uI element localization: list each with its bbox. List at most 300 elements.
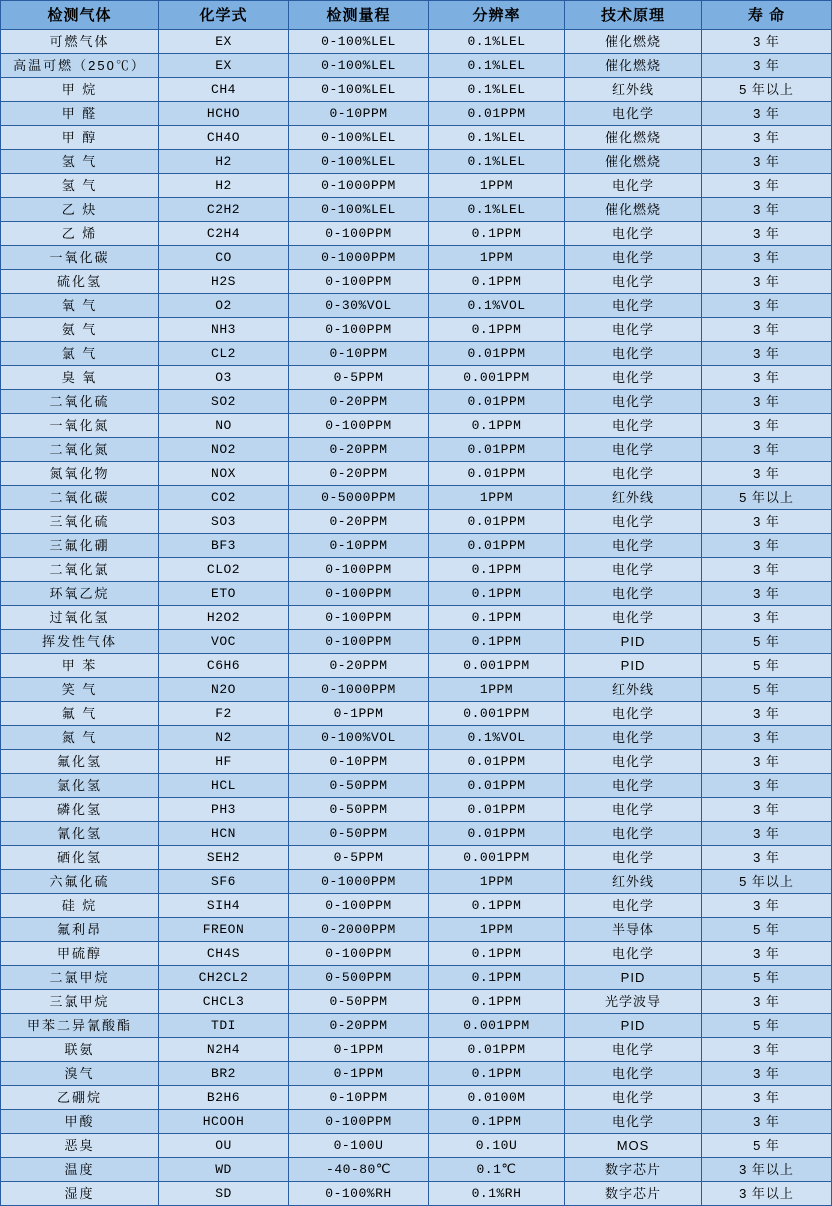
cell-principle: 催化燃烧: [565, 198, 702, 222]
cell-lifetime: 3 年: [702, 1086, 832, 1110]
cell-gas: 可燃气体: [1, 30, 159, 54]
cell-resolution: 0.1%VOL: [429, 294, 565, 318]
cell-lifetime: 5 年: [702, 966, 832, 990]
cell-lifetime: 3 年: [702, 390, 832, 414]
table-row: [1, 1158, 832, 1182]
cell-range: 0-100PPM: [289, 894, 429, 918]
cell-principle: 电化学: [565, 558, 702, 582]
cell-formula: CHCL3: [159, 990, 289, 1014]
cell-resolution: 0.01PPM: [429, 462, 565, 486]
cell-principle: 电化学: [565, 390, 702, 414]
table-row: [1, 510, 832, 534]
cell-range: 0-100%LEL: [289, 198, 429, 222]
cell-principle: 数字芯片: [565, 1158, 702, 1182]
cell-principle: 电化学: [565, 1110, 702, 1134]
cell-principle: 电化学: [565, 174, 702, 198]
cell-lifetime: 3 年: [702, 702, 832, 726]
cell-lifetime: 3 年: [702, 582, 832, 606]
cell-formula: CL2: [159, 342, 289, 366]
cell-lifetime: 3 年: [702, 942, 832, 966]
cell-principle: 电化学: [565, 726, 702, 750]
cell-lifetime: 3 年以上: [702, 1182, 832, 1206]
cell-formula: O3: [159, 366, 289, 390]
cell-principle: 电化学: [565, 750, 702, 774]
table-row: [1, 30, 832, 54]
cell-formula: FREON: [159, 918, 289, 942]
cell-gas: 氯 气: [1, 342, 159, 366]
cell-lifetime: 5 年: [702, 1014, 832, 1038]
table-row: [1, 918, 832, 942]
table-row: [1, 462, 832, 486]
cell-gas: 乙 炔: [1, 198, 159, 222]
cell-gas: 二氧化硫: [1, 390, 159, 414]
cell-resolution: 0.01PPM: [429, 342, 565, 366]
cell-formula: BF3: [159, 534, 289, 558]
cell-range: 0-1000PPM: [289, 870, 429, 894]
table-row: [1, 1062, 832, 1086]
cell-formula: SD: [159, 1182, 289, 1206]
cell-formula: C2H2: [159, 198, 289, 222]
column-header-principle: 技术原理: [565, 1, 702, 30]
cell-formula: ETO: [159, 582, 289, 606]
cell-resolution: 0.1PPM: [429, 966, 565, 990]
cell-resolution: 0.001PPM: [429, 366, 565, 390]
cell-resolution: 0.01PPM: [429, 750, 565, 774]
cell-formula: F2: [159, 702, 289, 726]
cell-lifetime: 3 年: [702, 1110, 832, 1134]
cell-lifetime: 3 年: [702, 150, 832, 174]
cell-formula: OU: [159, 1134, 289, 1158]
cell-lifetime: 3 年: [702, 846, 832, 870]
cell-resolution: 0.01PPM: [429, 1038, 565, 1062]
cell-principle: 电化学: [565, 294, 702, 318]
cell-principle: 催化燃烧: [565, 150, 702, 174]
cell-lifetime: 3 年: [702, 534, 832, 558]
cell-formula: HCN: [159, 822, 289, 846]
cell-lifetime: 3 年: [702, 30, 832, 54]
table-row: [1, 894, 832, 918]
cell-resolution: 0.1PPM: [429, 558, 565, 582]
table-row: [1, 654, 832, 678]
table-row: [1, 558, 832, 582]
cell-gas: 湿度: [1, 1182, 159, 1206]
cell-formula: H2: [159, 150, 289, 174]
cell-principle: 电化学: [565, 822, 702, 846]
table-row: [1, 822, 832, 846]
table-row: [1, 1182, 832, 1206]
cell-principle: 电化学: [565, 894, 702, 918]
cell-gas: 硒化氢: [1, 846, 159, 870]
cell-lifetime: 5 年: [702, 678, 832, 702]
cell-range: 0-100PPM: [289, 1110, 429, 1134]
column-header-resolution: 分辨率: [429, 1, 565, 30]
cell-gas: 笑 气: [1, 678, 159, 702]
cell-lifetime: 5 年以上: [702, 78, 832, 102]
cell-gas: 二氧化氮: [1, 438, 159, 462]
cell-resolution: 0.01PPM: [429, 774, 565, 798]
cell-formula: N2: [159, 726, 289, 750]
cell-formula: CH4S: [159, 942, 289, 966]
cell-formula: PH3: [159, 798, 289, 822]
table-row: [1, 582, 832, 606]
cell-range: 0-10PPM: [289, 342, 429, 366]
cell-resolution: 0.01PPM: [429, 822, 565, 846]
cell-range: 0-100PPM: [289, 414, 429, 438]
cell-gas: 二氧化氯: [1, 558, 159, 582]
cell-range: 0-2000PPM: [289, 918, 429, 942]
cell-resolution: 0.1PPM: [429, 630, 565, 654]
cell-resolution: 0.001PPM: [429, 1014, 565, 1038]
cell-gas: 氧 气: [1, 294, 159, 318]
cell-principle: 电化学: [565, 318, 702, 342]
cell-gas: 乙 烯: [1, 222, 159, 246]
table-body: [1, 30, 832, 1206]
table-row: [1, 174, 832, 198]
cell-range: 0-100%LEL: [289, 126, 429, 150]
table-row: [1, 726, 832, 750]
cell-range: 0-100%VOL: [289, 726, 429, 750]
cell-range: 0-20PPM: [289, 438, 429, 462]
cell-principle: 电化学: [565, 102, 702, 126]
cell-principle: 电化学: [565, 1086, 702, 1110]
table-row: [1, 678, 832, 702]
table-row: [1, 1014, 832, 1038]
cell-resolution: 0.1PPM: [429, 414, 565, 438]
cell-principle: PID: [565, 1014, 702, 1038]
cell-resolution: 0.1PPM: [429, 318, 565, 342]
cell-lifetime: 3 年: [702, 1062, 832, 1086]
cell-principle: 电化学: [565, 702, 702, 726]
cell-formula: CO2: [159, 486, 289, 510]
cell-range: 0-1PPM: [289, 1038, 429, 1062]
column-header-gas: 检测气体: [1, 1, 159, 30]
cell-range: 0-20PPM: [289, 462, 429, 486]
cell-resolution: 1PPM: [429, 174, 565, 198]
cell-gas: 环氧乙烷: [1, 582, 159, 606]
cell-lifetime: 5 年: [702, 654, 832, 678]
cell-lifetime: 3 年: [702, 366, 832, 390]
cell-range: 0-20PPM: [289, 654, 429, 678]
cell-lifetime: 3 年: [702, 558, 832, 582]
cell-range: 0-100PPM: [289, 582, 429, 606]
cell-formula: BR2: [159, 1062, 289, 1086]
cell-lifetime: 3 年: [702, 342, 832, 366]
cell-gas: 乙硼烷: [1, 1086, 159, 1110]
cell-gas: 高温可燃（250℃）: [1, 54, 159, 78]
cell-range: 0-20PPM: [289, 1014, 429, 1038]
cell-range: 0-50PPM: [289, 774, 429, 798]
cell-gas: 六氟化硫: [1, 870, 159, 894]
cell-resolution: 0.1%LEL: [429, 54, 565, 78]
cell-formula: CH4O: [159, 126, 289, 150]
cell-range: 0-1000PPM: [289, 246, 429, 270]
cell-formula: CO: [159, 246, 289, 270]
cell-resolution: 0.001PPM: [429, 702, 565, 726]
cell-resolution: 0.1PPM: [429, 1062, 565, 1086]
cell-lifetime: 3 年: [702, 102, 832, 126]
cell-formula: CH2CL2: [159, 966, 289, 990]
cell-range: 0-20PPM: [289, 390, 429, 414]
cell-range: 0-50PPM: [289, 798, 429, 822]
cell-lifetime: 3 年: [702, 750, 832, 774]
cell-gas: 硅 烷: [1, 894, 159, 918]
cell-range: 0-50PPM: [289, 990, 429, 1014]
cell-lifetime: 3 年: [702, 198, 832, 222]
cell-range: 0-1PPM: [289, 1062, 429, 1086]
cell-range: 0-100U: [289, 1134, 429, 1158]
cell-resolution: 0.1PPM: [429, 1110, 565, 1134]
cell-principle: 电化学: [565, 1038, 702, 1062]
column-header-range: 检测量程: [289, 1, 429, 30]
cell-resolution: 0.1PPM: [429, 942, 565, 966]
cell-range: 0-10PPM: [289, 750, 429, 774]
cell-resolution: 0.1PPM: [429, 990, 565, 1014]
cell-lifetime: 3 年: [702, 294, 832, 318]
table-row: [1, 1134, 832, 1158]
cell-lifetime: 5 年以上: [702, 870, 832, 894]
cell-formula: SIH4: [159, 894, 289, 918]
cell-range: 0-100%LEL: [289, 30, 429, 54]
table-row: [1, 366, 832, 390]
table-row: [1, 774, 832, 798]
cell-formula: SO3: [159, 510, 289, 534]
cell-resolution: 0.1PPM: [429, 582, 565, 606]
cell-range: 0-100PPM: [289, 558, 429, 582]
cell-range: 0-1PPM: [289, 702, 429, 726]
cell-gas: 氮 气: [1, 726, 159, 750]
cell-range: 0-5000PPM: [289, 486, 429, 510]
cell-lifetime: 3 年以上: [702, 1158, 832, 1182]
cell-range: 0-5PPM: [289, 366, 429, 390]
cell-resolution: 0.1℃: [429, 1158, 565, 1182]
cell-formula: VOC: [159, 630, 289, 654]
table-row: [1, 702, 832, 726]
cell-formula: N2O: [159, 678, 289, 702]
cell-range: 0-100%LEL: [289, 150, 429, 174]
cell-principle: 电化学: [565, 510, 702, 534]
cell-lifetime: 3 年: [702, 246, 832, 270]
cell-resolution: 0.1%LEL: [429, 150, 565, 174]
cell-principle: 电化学: [565, 270, 702, 294]
column-header-formula: 化学式: [159, 1, 289, 30]
cell-resolution: 0.1%VOL: [429, 726, 565, 750]
cell-principle: 催化燃烧: [565, 126, 702, 150]
cell-gas: 甲苯二异氰酸酯: [1, 1014, 159, 1038]
cell-resolution: 1PPM: [429, 870, 565, 894]
cell-resolution: 0.0100M: [429, 1086, 565, 1110]
table-row: [1, 990, 832, 1014]
cell-lifetime: 5 年: [702, 630, 832, 654]
cell-principle: 红外线: [565, 870, 702, 894]
cell-range: 0-10PPM: [289, 102, 429, 126]
cell-lifetime: 3 年: [702, 510, 832, 534]
cell-resolution: 0.1%LEL: [429, 30, 565, 54]
cell-resolution: 0.01PPM: [429, 438, 565, 462]
cell-gas: 一氧化氮: [1, 414, 159, 438]
cell-principle: 电化学: [565, 222, 702, 246]
cell-resolution: 0.1%RH: [429, 1182, 565, 1206]
cell-principle: 红外线: [565, 78, 702, 102]
cell-formula: SEH2: [159, 846, 289, 870]
cell-principle: PID: [565, 654, 702, 678]
cell-range: 0-100PPM: [289, 222, 429, 246]
cell-gas: 臭 氧: [1, 366, 159, 390]
cell-formula: HCL: [159, 774, 289, 798]
cell-formula: HF: [159, 750, 289, 774]
cell-principle: 电化学: [565, 942, 702, 966]
table-row: [1, 966, 832, 990]
cell-resolution: 0.01PPM: [429, 102, 565, 126]
cell-gas: 氯化氢: [1, 774, 159, 798]
cell-principle: 电化学: [565, 1062, 702, 1086]
cell-formula: C6H6: [159, 654, 289, 678]
cell-gas: 二氧化碳: [1, 486, 159, 510]
cell-gas: 甲 苯: [1, 654, 159, 678]
table-row: [1, 606, 832, 630]
cell-gas: 甲 醛: [1, 102, 159, 126]
cell-resolution: 0.1PPM: [429, 222, 565, 246]
cell-range: 0-5PPM: [289, 846, 429, 870]
cell-principle: 电化学: [565, 798, 702, 822]
cell-principle: 半导体: [565, 918, 702, 942]
cell-lifetime: 3 年: [702, 414, 832, 438]
cell-range: 0-1000PPM: [289, 678, 429, 702]
table-row: [1, 798, 832, 822]
cell-lifetime: 5 年: [702, 1134, 832, 1158]
cell-range: 0-10PPM: [289, 534, 429, 558]
cell-gas: 二氯甲烷: [1, 966, 159, 990]
table-row: [1, 294, 832, 318]
cell-lifetime: 5 年以上: [702, 486, 832, 510]
cell-lifetime: 3 年: [702, 606, 832, 630]
cell-resolution: 0.1%LEL: [429, 78, 565, 102]
table-row: [1, 942, 832, 966]
cell-range: 0-10PPM: [289, 1086, 429, 1110]
cell-principle: 电化学: [565, 582, 702, 606]
cell-formula: SO2: [159, 390, 289, 414]
cell-principle: 电化学: [565, 438, 702, 462]
cell-resolution: 0.1PPM: [429, 606, 565, 630]
cell-range: 0-50PPM: [289, 822, 429, 846]
cell-formula: H2: [159, 174, 289, 198]
cell-gas: 甲酸: [1, 1110, 159, 1134]
cell-gas: 甲硫醇: [1, 942, 159, 966]
table-row: [1, 486, 832, 510]
table-header: [1, 1, 832, 30]
cell-gas: 硫化氢: [1, 270, 159, 294]
cell-formula: NOX: [159, 462, 289, 486]
cell-formula: NH3: [159, 318, 289, 342]
table-row: [1, 390, 832, 414]
cell-range: 0-30%VOL: [289, 294, 429, 318]
cell-lifetime: 3 年: [702, 798, 832, 822]
cell-lifetime: 3 年: [702, 462, 832, 486]
cell-lifetime: 3 年: [702, 270, 832, 294]
table-row: [1, 846, 832, 870]
cell-gas: 挥发性气体: [1, 630, 159, 654]
cell-resolution: 1PPM: [429, 486, 565, 510]
cell-gas: 氨 气: [1, 318, 159, 342]
cell-range: 0-100%LEL: [289, 54, 429, 78]
cell-range: 0-20PPM: [289, 510, 429, 534]
table-row: [1, 150, 832, 174]
table-row: [1, 870, 832, 894]
cell-resolution: 0.1PPM: [429, 894, 565, 918]
table-row: [1, 126, 832, 150]
table-row: [1, 78, 832, 102]
cell-range: 0-100PPM: [289, 942, 429, 966]
table-row: [1, 1110, 832, 1134]
table-row: [1, 102, 832, 126]
cell-lifetime: 3 年: [702, 1038, 832, 1062]
cell-formula: HCHO: [159, 102, 289, 126]
cell-gas: 过氧化氢: [1, 606, 159, 630]
cell-lifetime: 3 年: [702, 222, 832, 246]
cell-range: 0-500PPM: [289, 966, 429, 990]
table-row: [1, 1038, 832, 1062]
cell-principle: MOS: [565, 1134, 702, 1158]
cell-formula: CH4: [159, 78, 289, 102]
cell-gas: 三氯甲烷: [1, 990, 159, 1014]
cell-resolution: 0.01PPM: [429, 510, 565, 534]
table-row: [1, 270, 832, 294]
cell-gas: 氟利昂: [1, 918, 159, 942]
cell-lifetime: 3 年: [702, 822, 832, 846]
cell-resolution: 0.1%LEL: [429, 126, 565, 150]
cell-gas: 氟 气: [1, 702, 159, 726]
cell-formula: C2H4: [159, 222, 289, 246]
cell-formula: EX: [159, 30, 289, 54]
cell-lifetime: 3 年: [702, 990, 832, 1014]
cell-principle: 红外线: [565, 678, 702, 702]
cell-resolution: 1PPM: [429, 918, 565, 942]
table-row: [1, 198, 832, 222]
table-row: [1, 750, 832, 774]
cell-formula: WD: [159, 1158, 289, 1182]
cell-gas: 氢 气: [1, 150, 159, 174]
cell-principle: 电化学: [565, 414, 702, 438]
cell-formula: NO: [159, 414, 289, 438]
cell-range: 0-100PPM: [289, 630, 429, 654]
cell-lifetime: 3 年: [702, 438, 832, 462]
cell-formula: HCOOH: [159, 1110, 289, 1134]
cell-principle: 催化燃烧: [565, 54, 702, 78]
cell-principle: 数字芯片: [565, 1182, 702, 1206]
cell-formula: CLO2: [159, 558, 289, 582]
cell-gas: 甲 烷: [1, 78, 159, 102]
cell-formula: H2O2: [159, 606, 289, 630]
cell-gas: 氮氧化物: [1, 462, 159, 486]
cell-formula: NO2: [159, 438, 289, 462]
cell-gas: 一氧化碳: [1, 246, 159, 270]
cell-formula: O2: [159, 294, 289, 318]
cell-gas: 溴气: [1, 1062, 159, 1086]
table-row: [1, 318, 832, 342]
cell-resolution: 1PPM: [429, 678, 565, 702]
cell-resolution: 1PPM: [429, 246, 565, 270]
table-row: [1, 534, 832, 558]
column-header-lifetime: 寿 命: [702, 1, 832, 30]
cell-lifetime: 3 年: [702, 126, 832, 150]
cell-gas: 氟化氢: [1, 750, 159, 774]
cell-range: 0-1000PPM: [289, 174, 429, 198]
cell-principle: 电化学: [565, 534, 702, 558]
cell-gas: 甲 醇: [1, 126, 159, 150]
cell-lifetime: 3 年: [702, 726, 832, 750]
table-row: [1, 246, 832, 270]
cell-gas: 三氧化硫: [1, 510, 159, 534]
cell-formula: N2H4: [159, 1038, 289, 1062]
